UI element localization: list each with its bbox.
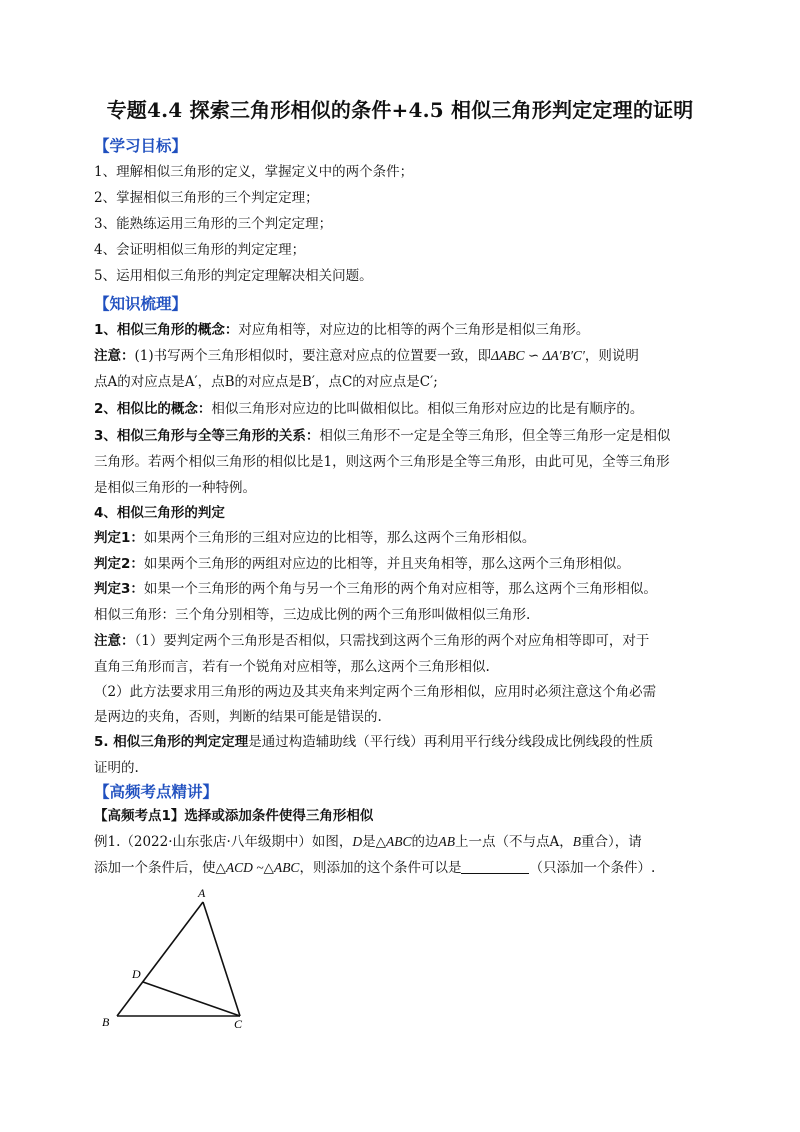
knowledge-3-line-3: 是相似三角形的一种特例。 — [94, 480, 256, 496]
goal-item-3: 3、能熟练运用三角形的三个判定定理； — [94, 216, 333, 232]
knowledge-5-text: 是通过构造辅助线（平行线）再利用平行线分线段成比例线段的性质 — [248, 734, 654, 750]
example-1-line-2 — [94, 859, 655, 877]
knowledge-1-text: 对应角相等，对应边的比相等的两个三角形是相似三角形。 — [238, 322, 590, 338]
example-1-point-d: D — [352, 834, 363, 849]
judgement-2-text: 如果两个三角形的两组对应边的比相等，并且夹角相等，那么这两个三角形相似。 — [143, 556, 630, 572]
note-1-text-end: ，则说明 — [584, 348, 639, 364]
answer-blank[interactable] — [461, 859, 529, 874]
knowledge-5-line-1 — [94, 733, 653, 751]
knowledge-2-heading: 2、相似比的概念： — [94, 401, 212, 417]
judgement-1 — [94, 529, 535, 547]
exam-point-1-heading: 【高频考点1】选择或添加条件使得三角形相似 — [94, 808, 374, 824]
knowledge-1-heading: 1、相似三角形的概念： — [94, 322, 239, 338]
example-1-similarity: △ACD ~△ABC — [215, 860, 300, 875]
judgement-1-text: 如果两个三角形的三组对应边的比相等，那么这两个三角形相似。 — [143, 530, 536, 546]
note-1-formula: ΔABC ∽ ΔA′B′C′ — [491, 348, 585, 363]
judgement-3-heading: 判定3： — [94, 581, 144, 597]
knowledge-1 — [94, 321, 589, 339]
note-1-line-2: 点A的对应点是A′，点B的对应点是B′，点C的对应点是C′; — [94, 374, 438, 390]
example-1-text: 上一点（不与点 — [454, 834, 550, 850]
note-2-line-3: （2）此方法要求用三角形的两边及其夹角来判定两个三角形相似，应用时必须注意这个角必需 — [94, 684, 657, 700]
example-1-side-ab: AB — [438, 834, 455, 849]
knowledge-3-heading: 3、相似三角形与全等三角形的关系： — [94, 428, 320, 444]
knowledge-2-text: 相似三角形对应边的比叫做相似比。相似三角形对应边的比是有顺序的。 — [211, 401, 644, 417]
label-c: C — [234, 1017, 243, 1028]
note-1-line-1 — [94, 347, 639, 365]
goal-item-2: 2、掌握相似三角形的三个判定定理； — [94, 190, 319, 206]
knowledge-2 — [94, 400, 643, 418]
knowledge-3-line-2: 三角形。若两个相似三角形的相似比是1，则这两个三角形是全等三角形，由此可见，全等三角形 — [94, 454, 670, 470]
example-1-text: 的边 — [411, 834, 439, 850]
note-2-line-1 — [94, 632, 649, 650]
note-2-heading: 注意： — [94, 633, 135, 649]
label-b: B — [102, 1015, 110, 1028]
note-1-heading: 注意： — [94, 348, 135, 364]
goal-item-4: 4、会证明相似三角形的判定定理； — [94, 242, 306, 258]
example-1-intro: 例1.（2022·山东张店·八年级期中）如图， — [94, 834, 353, 850]
example-1-point-a: A — [549, 834, 560, 850]
section-learning-goals: 【学习目标】 — [94, 137, 188, 155]
label-d: D — [132, 967, 141, 981]
judgement-3 — [94, 580, 657, 598]
example-1-point-b: B — [572, 834, 581, 849]
page-title: 专题4.4 探索三角形相似的条件+4.5 相似三角形判定定理的证明 — [106, 98, 694, 122]
section-high-frequency: 【高频考点精讲】 — [94, 783, 219, 801]
note-2-line-4: 是两边的夹角，否则，判断的结果可能是错误的. — [94, 709, 382, 725]
side-ac — [203, 902, 240, 1016]
note-2-line-2: 直角三角形而言，若有一个锐角对应相等，那么这两个三角形相似. — [94, 659, 490, 675]
note-2-text: （1）要判定两个三角形是否相似，只需找到这两个三角形的两个对应角相等即可，对于 — [134, 633, 650, 649]
similar-triangle-definition: 相似三角形：三个角分别相等，三边成比例的两个三角形叫做相似三角形. — [94, 607, 531, 623]
goal-item-1: 1、理解相似三角形的定义，掌握定义中的两个条件； — [94, 164, 414, 180]
example-1-text: 重合），请 — [580, 834, 642, 850]
knowledge-5-heading: 5. 相似三角形的判定定理 — [94, 734, 249, 750]
example-1-text: 添加一个条件后，使 — [94, 860, 216, 876]
triangle-figure — [96, 878, 256, 1028]
knowledge-4-heading: 4、相似三角形的判定 — [94, 505, 225, 521]
knowledge-3-line-1 — [94, 427, 670, 445]
example-1-text: ，则添加的这个条件可以是 — [299, 860, 462, 876]
goal-item-5: 5、运用相似三角形的判定定理解决相关问题。 — [94, 268, 373, 284]
label-a: A — [198, 886, 206, 900]
section-knowledge: 【知识梳理】 — [94, 295, 188, 313]
judgement-2 — [94, 555, 630, 573]
segment-cd — [143, 982, 240, 1016]
example-1-text: ， — [559, 834, 573, 850]
judgement-3-text: 如果一个三角形的两个角与另一个三角形的两个角对应相等，那么这两个三角形相似。 — [143, 581, 657, 597]
example-1-text: 是 — [362, 834, 376, 850]
knowledge-3-text: 相似三角形不一定是全等三角形，但全等三角形一定是相似 — [319, 428, 671, 444]
example-1-line-1 — [94, 833, 642, 851]
judgement-1-heading: 判定1： — [94, 530, 144, 546]
knowledge-5-line-2: 证明的. — [94, 760, 139, 776]
example-1-text: （只添加一个条件）. — [529, 860, 656, 876]
example-1-triangle: △ABC — [375, 834, 412, 849]
note-1-text: (1)书写两个三角形相似时，要注意对应点的位置要一致，即 — [134, 348, 492, 364]
judgement-2-heading: 判定2： — [94, 556, 144, 572]
